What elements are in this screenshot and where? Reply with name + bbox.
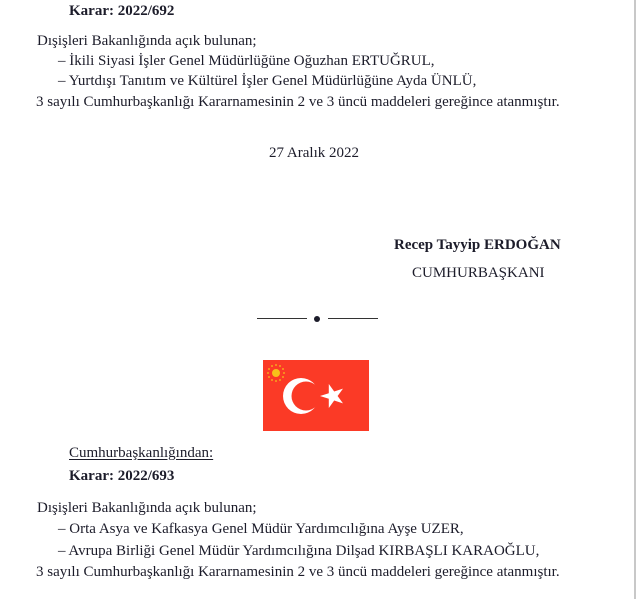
decree-number: Karar: 2022/693 xyxy=(69,468,175,484)
issuer-heading: Cumhurbaşkanlığından: xyxy=(69,445,214,461)
section-separator xyxy=(257,316,378,322)
appointment-item: – İkili Siyasi İşler Genel Müdürlüğüne Oğuzhan ERTUĞRUL, xyxy=(58,53,435,69)
bullet-separator-icon xyxy=(314,316,320,322)
appointment-item: – Orta Asya ve Kafkasya Genel Müdür Yardımcılığına Ayşe UZER, xyxy=(58,521,464,537)
decree-intro: Dışişleri Bakanlığında açık bulunan; xyxy=(37,33,257,49)
appointment-item: – Yurtdışı Tanıtım ve Kültürel İşler Genel Müdürlüğüne Ayda ÜNLÜ, xyxy=(58,73,477,89)
decree-closing: 3 sayılı Cumhurbaşkanlığı Kararnamesinin 2 ve 3 üncü maddeleri gereğince atanmıştır. xyxy=(36,564,560,580)
decree-closing: 3 sayılı Cumhurbaşkanlığı Kararnamesinin 2 ve 3 üncü maddeleri gereğince atanmıştır. xyxy=(36,94,560,110)
separator-dash-left xyxy=(257,318,307,319)
separator-dash-right xyxy=(328,318,378,319)
signatory-name: Recep Tayyip ERDOĞAN xyxy=(394,237,561,253)
decree-date: 27 Aralık 2022 xyxy=(269,145,359,161)
decree-number: Karar: 2022/692 xyxy=(69,3,175,19)
decree-intro: Dışişleri Bakanlığında açık bulunan; xyxy=(37,500,257,516)
signatory-title: CUMHURBAŞKANI xyxy=(412,265,545,281)
appointment-item: – Avrupa Birliği Genel Müdür Yardımcılığına Dilşad KIRBAŞLI KARAOĞLU, xyxy=(58,543,540,559)
presidential-flag-icon xyxy=(263,360,369,431)
